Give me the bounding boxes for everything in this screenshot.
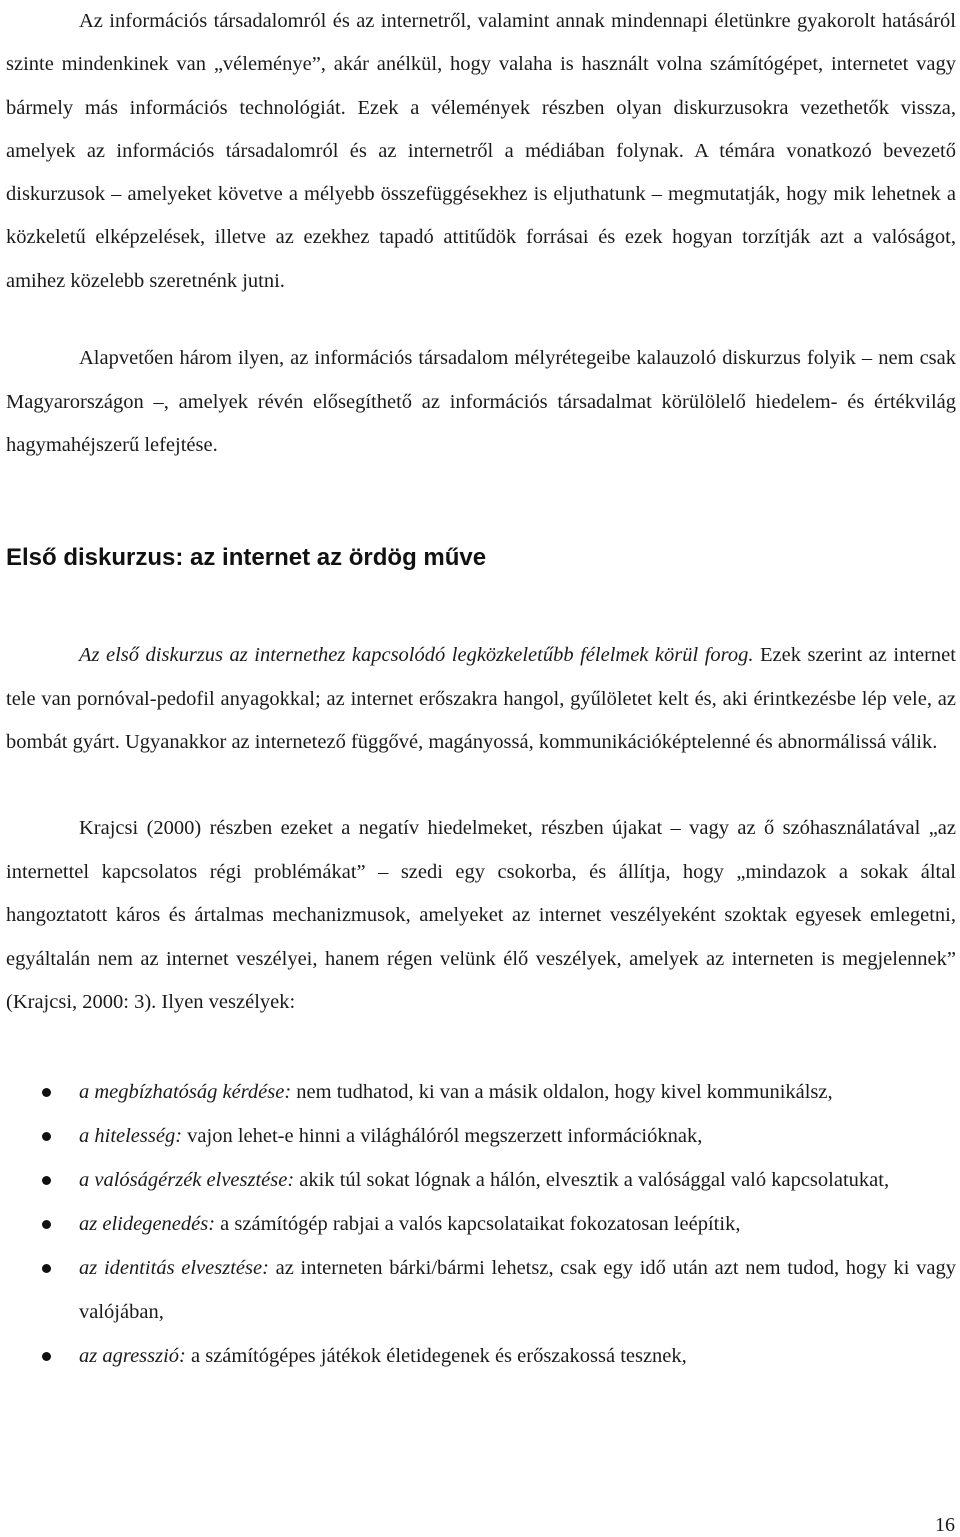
- list-item-text: a számítógép rabjai a valós kapcsolataikat fokozatosan leépítik,: [215, 1213, 741, 1235]
- list-item-term: a megbízhatóság kérdése:: [79, 1081, 292, 1103]
- list-item-text: vajon lehet-e hinni a világhálóról megszerzett információknak,: [182, 1125, 703, 1147]
- list-item-term: az elidegenedés:: [79, 1213, 216, 1235]
- bullet-icon: [42, 1264, 51, 1273]
- section-heading: Első diskurzus: az internet az ördög műve: [6, 544, 487, 571]
- bullet-icon: [42, 1352, 51, 1361]
- list-item: [6, 1202, 956, 1246]
- section-lead-italic: Az első diskurzus az internethez kapcsolódó legközkeletűbb félelmek körül forog.: [79, 644, 754, 666]
- list-item-text: az interneten bárki/bármi lehetsz, csak egy idő után azt nem tudod, hogy ki vagy valójában,: [79, 1257, 956, 1323]
- list-item-term: a hitelesség:: [79, 1125, 183, 1147]
- list-item-text: akik túl sokat lógnak a hálón, elvesztik a valósággal való kapcsolatukat,: [294, 1169, 890, 1191]
- list-item: [6, 1070, 956, 1114]
- list-item: [6, 1158, 956, 1202]
- list-item: [6, 1334, 956, 1378]
- bullet-icon: [42, 1220, 51, 1229]
- section-lead-text: Ezek szerint az internet tele van pornóval-pedofil anyagokkal; az internet erőszakra hangol, gyűlöletet kelt és, aki érintkezésbe lép vele, az bombát gyárt. Ugyanakkor az internetező függővé, magányossá, kommunikációképtelenné és abnormálissá válik.: [6, 644, 956, 753]
- bullet-icon: [42, 1132, 51, 1141]
- list-item: [6, 1114, 956, 1158]
- list-item-term: az agresszió:: [79, 1345, 186, 1367]
- list-item-text: nem tudhatod, ki van a másik oldalon, hogy kivel kommunikálsz,: [291, 1081, 833, 1103]
- list-item: [6, 1246, 956, 1334]
- bullet-icon: [42, 1088, 51, 1097]
- page-number: 16: [935, 1514, 955, 1536]
- section-lead-paragraph: [6, 634, 956, 765]
- dangers-list: [6, 1070, 956, 1378]
- discourse-overview-paragraph: Alapvetően három ilyen, az információs társadalom mélyrétegeibe kalauzoló diskurzus folyik – nem csak Magyarországon –, amelyek révén elősegíthető az információs társadalmat körülölelő hiedelem- és értékvilág hagymahéjszerű lefejtése.: [6, 347, 956, 457]
- intro-paragraph: Az információs társadalomról és az internetről, valamint annak mindennapi életünkre gyakorolt hatásáról szinte mindenkinek van „véleménye”, akár anélkül, hogy valaha is használt volna számítógépet, internetet vagy bármely más információs technológiát. Ezek a vélemények részben olyan diskurzusokra vezethetők vissza, amelyek az információs társadalomról és az internetről a médiában folynak. A témára vonatkozó bevezető diskurzusok – amelyeket követve a mélyebb összefüggésekhez is eljuthatunk – megmutatják, hogy mik lehetnek a közkeletű elképzelések, illetve az ezekhez tapadó attitűdök forrásai és ezek hogyan torzítják azt a valóságot, amihez közelebb szeretnénk jutni.: [6, 10, 956, 292]
- krajcsi-paragraph: Krajcsi (2000) részben ezeket a negatív hiedelmeket, részben újakat – vagy az ő szóhasználatával „az internettel kapcsolatos régi problémákat” – szedi egy csokorba, és állítja, hogy „mindazok a sokak által hangoztatott káros és ártalmas mechanizmusok, amelyeket az internet veszélyeként szoktak egyesek emlegetni, egyáltalán nem az internet veszélyei, hanem régen velünk élő veszélyek, amelyek az interneten is megjelennek” (Krajcsi, 2000: 3). Ilyen veszélyek:: [6, 817, 956, 1014]
- bullet-icon: [42, 1176, 51, 1185]
- list-item-text: a számítógépes játékok életidegenek és erőszakossá tesznek,: [185, 1345, 687, 1367]
- list-item-term: az identitás elvesztése:: [79, 1257, 269, 1279]
- list-item-term: a valóságérzék elvesztése:: [79, 1169, 295, 1191]
